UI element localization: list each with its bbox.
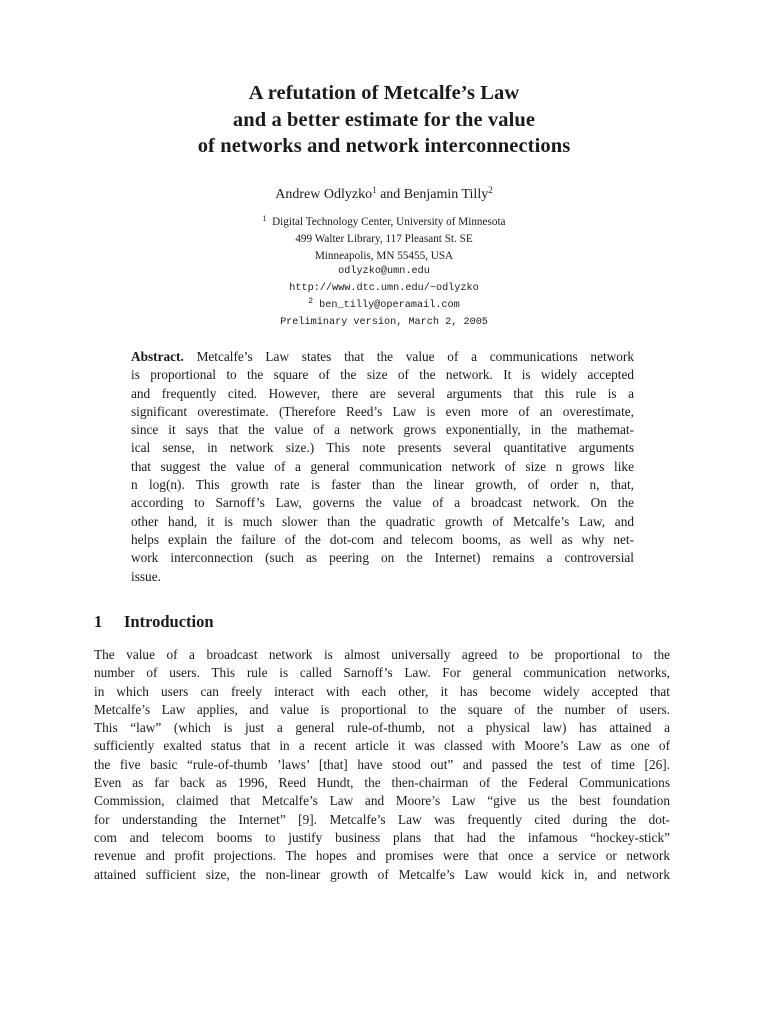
affiliation-mark: 2 <box>308 296 314 306</box>
affiliation-mark: 1 <box>262 214 267 223</box>
section-number: 1 <box>94 612 103 631</box>
author-list <box>0 186 768 204</box>
abstract-line: that suggest the value of a general communication network of size n grows like <box>131 458 634 474</box>
version-note: Preliminary version, March 2, 2005 <box>280 316 488 328</box>
introduction-body <box>94 646 670 884</box>
abstract-line: is proportional to the square of the size of the network. It is widely accepted <box>131 367 634 383</box>
body-line: Commission, claimed that Metcalfe’s Law and Moore’s Law “give us the best foundation <box>94 793 670 809</box>
abstract-line: and frequently cited. However, there are several arguments that this rule is a <box>131 385 634 401</box>
abstract-label: Abstract. <box>131 349 184 364</box>
author-conjunction: and <box>380 187 401 202</box>
author-name: Benjamin Tilly <box>403 187 489 202</box>
affiliation-org-line <box>0 214 768 231</box>
abstract-line: according to Sarnoff’s Law, governs the value of a broadcast network. On the <box>131 495 634 511</box>
body-line: sufficiently exalted status that in a recent article it was classed with Moore’s Law as one of <box>94 738 670 754</box>
author-name: Andrew Odlyzko <box>275 187 373 202</box>
body-line: for understanding the Internet” [9]. Metcalfe’s Law was frequently cited during the dot- <box>94 811 670 827</box>
body-line: the five basic “rule-of-thumb ’laws’ [that] have stood out” and passed the test of time [26]. <box>94 756 670 772</box>
abstract <box>131 348 634 586</box>
title-line-2: and a better estimate for the value <box>232 108 536 131</box>
email-link-2[interactable]: ben_tilly@operamail.com <box>319 299 460 311</box>
title-line-3: of networks and network interconnections <box>197 135 571 157</box>
affiliation-address-2: Minneapolis, MN 55455, USA <box>314 249 454 262</box>
body-line: Even as far back as 1996, Reed Hundt, the then-chairman of the Federal Communications <box>94 775 670 791</box>
body-line: The value of a broadcast network is almost universally agreed to be proportional to the <box>94 647 670 662</box>
affiliation-address-1: 499 Walter Library, 117 Pleasant St. SE <box>295 232 473 245</box>
body-line: in which users can freely interact with each other, it has become widely accepted that <box>94 683 670 699</box>
body-line: com and telecom booms to justify business plans that had the infamous “hockey-stick” <box>94 829 670 845</box>
body-line: attained sufficient size, the non-linear growth of Metcalfe’s Law would kick in, and network <box>94 866 670 882</box>
abstract-line: helps explain the failure of the dot-com and telecom booms, as well as why net- <box>131 531 634 547</box>
section-title: Introduction <box>124 612 214 631</box>
body-line: revenue and profit projections. The hopes and promises were that once a service or network <box>94 848 670 864</box>
affiliation-mark: 1 <box>372 185 377 195</box>
affiliation-mark: 2 <box>488 185 493 195</box>
body-line: number of users. This rule is called Sarnoff’s Law. For general communication networks, <box>94 665 670 681</box>
abstract-line: other hand, it is much slower than the quadratic growth of Metcalfe’s Law, and <box>131 513 634 529</box>
paper-title <box>0 80 768 160</box>
abstract-line: issue. <box>131 568 161 584</box>
abstract-line: since it says that the value of a network grows exponentially, in the mathemat- <box>131 422 634 438</box>
title-line-1: A refutation of Metcalfe’s Law <box>248 82 520 104</box>
affiliation-email-2-line <box>0 298 768 315</box>
affiliation-org: Digital Technology Center, University of Minnesota <box>272 216 506 228</box>
abstract-line: work interconnection (such as peering on the Internet) remains a controversial <box>131 550 634 566</box>
abstract-line: ical sense, in network size.) This note presents several quantitative arguments <box>131 440 634 456</box>
abstract-line: Abstract. Metcalfe’s Law states that the value of a communications network <box>131 349 634 364</box>
body-line: This “law” (which is just a general rule-of-thumb, not a physical law) has attained a <box>94 720 670 736</box>
email-link-1[interactable]: odlyzko@umn.edu <box>338 266 430 278</box>
abstract-line: n log(n). This growth rate is faster than the linear growth, of order n, that, <box>131 477 634 493</box>
homepage-link[interactable]: http://www.dtc.umn.edu/~odlyzko <box>289 283 479 295</box>
body-line: Metcalfe’s Law applies, and value is proportional to the square of the number of users. <box>94 701 670 717</box>
section-heading <box>94 611 214 633</box>
affiliations <box>0 214 768 332</box>
abstract-line: significant overestimate. (Therefore Reed’s Law is even more of an overestimate, <box>131 403 634 419</box>
